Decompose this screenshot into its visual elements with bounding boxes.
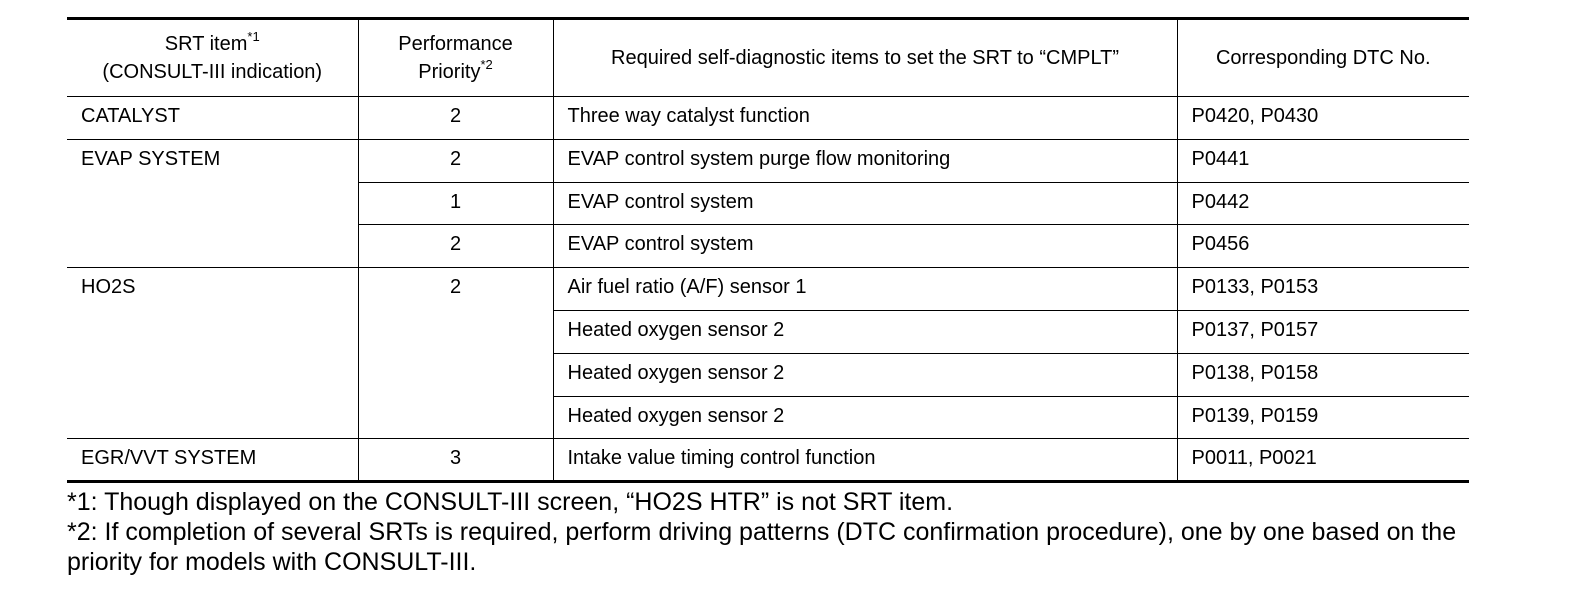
cell-srt-item: CATALYST [67, 97, 358, 140]
cell-priority: 1 [358, 182, 553, 225]
cell-dtc: P0137, P0157 [1177, 310, 1469, 353]
cell-priority: 2 [358, 97, 553, 140]
cell-diagnostic: EVAP control system [553, 225, 1177, 268]
header-dtc: Corresponding DTC No. [1177, 19, 1469, 97]
header-required-items: Required self-diagnostic items to set the SRT to “CMPLT” [553, 19, 1177, 97]
cell-diagnostic: EVAP control system [553, 182, 1177, 225]
cell-diagnostic: Three way catalyst function [553, 97, 1177, 140]
cell-diagnostic: EVAP control system purge flow monitoring [553, 139, 1177, 182]
header-priority-line1: Performance [398, 33, 513, 55]
cell-diagnostic: Heated oxygen sensor 2 [553, 310, 1177, 353]
cell-diagnostic: Heated oxygen sensor 2 [553, 396, 1177, 439]
table-row [67, 439, 1469, 482]
header-srt-item-label: SRT item [164, 33, 248, 55]
header-srt-item [67, 19, 358, 97]
cell-diagnostic: Intake value timing control function [553, 439, 1177, 482]
footnote-ref-2: *2 [480, 57, 493, 73]
cell-srt-item: EVAP SYSTEM [67, 139, 358, 267]
cell-priority: 2 [358, 225, 553, 268]
cell-dtc: P0441 [1177, 139, 1469, 182]
cell-dtc: P0138, P0158 [1177, 353, 1469, 396]
cell-diagnostic: Heated oxygen sensor 2 [553, 353, 1177, 396]
cell-dtc: P0456 [1177, 225, 1469, 268]
footnote-1: *1: Though displayed on the CONSULT-III screen, “HO2S HTR” is not SRT item. [67, 488, 954, 517]
header-priority-line2: Priority [418, 61, 481, 83]
cell-dtc: P0442 [1177, 182, 1469, 225]
cell-priority: 3 [358, 439, 553, 482]
table-header-row [67, 19, 1469, 97]
footnotes [67, 487, 1469, 577]
table-row [67, 97, 1469, 140]
footnote-ref-1: *1 [247, 29, 260, 45]
cell-dtc: P0420, P0430 [1177, 97, 1469, 140]
cell-dtc: P0011, P0021 [1177, 439, 1469, 482]
table-row [67, 139, 1469, 182]
srt-table [67, 17, 1469, 483]
cell-diagnostic: Air fuel ratio (A/F) sensor 1 [553, 268, 1177, 311]
document [67, 17, 1469, 577]
header-priority [358, 19, 553, 97]
table-row [67, 268, 1469, 311]
header-srt-item-sub: (CONSULT-III indication) [102, 61, 323, 83]
cell-srt-item: EGR/VVT SYSTEM [67, 439, 358, 482]
cell-priority: 2 [358, 139, 553, 182]
cell-priority: 2 [358, 268, 553, 439]
cell-srt-item: HO2S [67, 268, 358, 439]
cell-dtc: P0133, P0153 [1177, 268, 1469, 311]
footnote-2: *2: If completion of several SRTs is required, perform driving patterns (DTC confirmation procedure), one by one based on the priority for models with CONSULT-III. [67, 518, 1457, 577]
cell-dtc: P0139, P0159 [1177, 396, 1469, 439]
